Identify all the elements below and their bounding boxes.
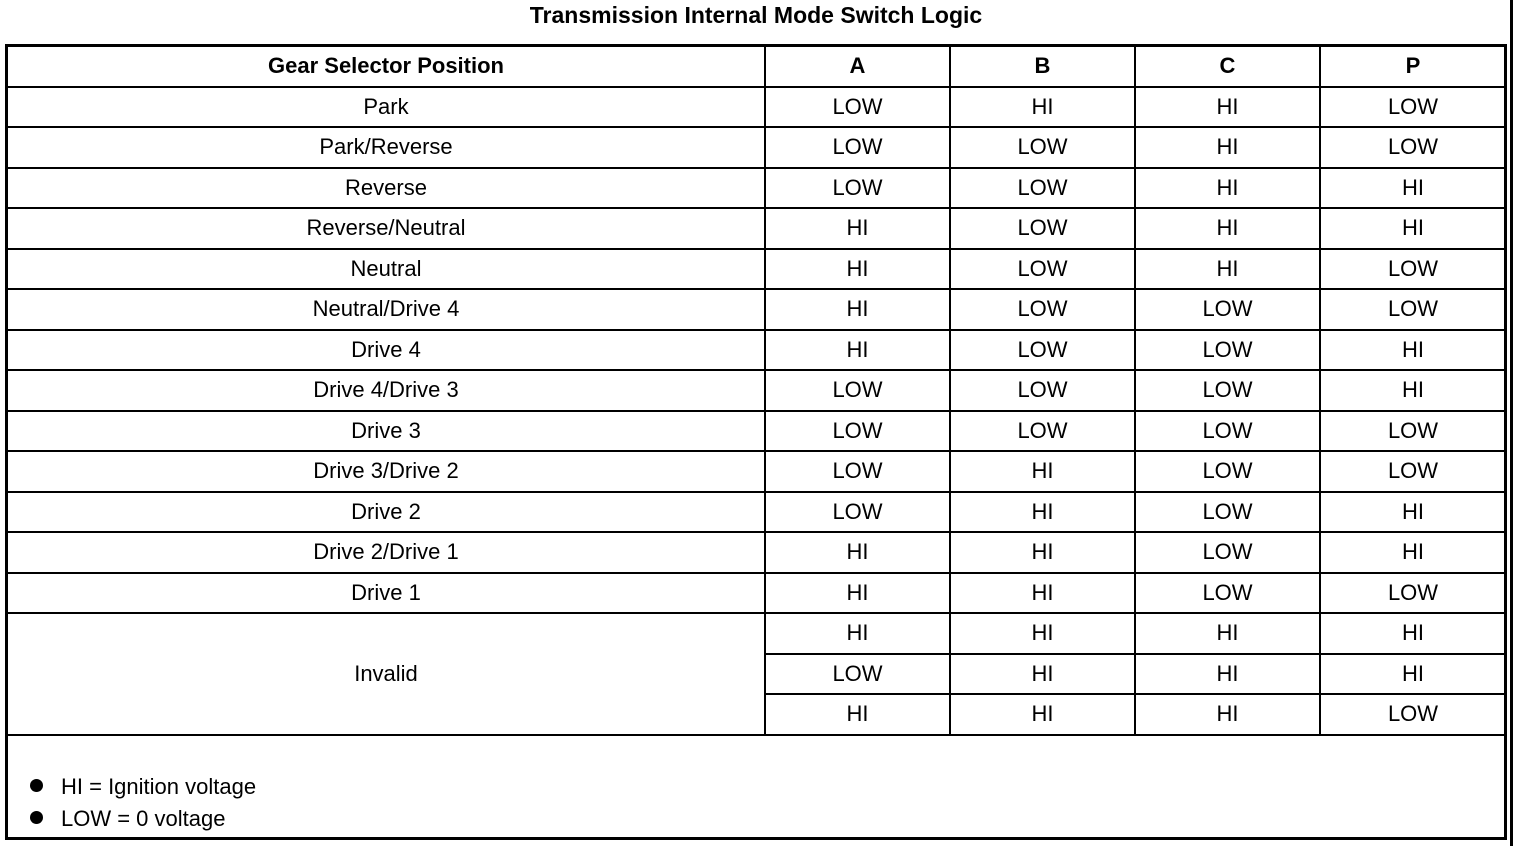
value-cell-p: HI <box>1320 370 1505 411</box>
position-cell: Reverse <box>8 168 765 209</box>
value-cell-a: HI <box>765 208 950 249</box>
value-cell-c: LOW <box>1135 411 1320 452</box>
note-text: HI = Ignition voltage <box>61 774 257 799</box>
value-cell-a: LOW <box>765 411 950 452</box>
value-cell-c: LOW <box>1135 492 1320 533</box>
header-p: P <box>1320 47 1505 87</box>
value-cell-c: HI <box>1135 613 1320 654</box>
table-row <box>8 573 1505 614</box>
value-cell-c: LOW <box>1135 451 1320 492</box>
legend-notes <box>8 767 1504 837</box>
value-cell-b: LOW <box>950 370 1135 411</box>
position-cell: Drive 1 <box>8 573 765 614</box>
value-cell-a: LOW <box>765 492 950 533</box>
value-cell-c: HI <box>1135 694 1320 735</box>
value-cell-p: LOW <box>1320 694 1505 735</box>
table-row <box>8 451 1505 492</box>
value-cell-a: LOW <box>765 370 950 411</box>
value-cell-p: HI <box>1320 613 1505 654</box>
value-cell-a: HI <box>765 330 950 371</box>
value-cell-p: LOW <box>1320 87 1505 128</box>
position-cell: Drive 4 <box>8 330 765 371</box>
position-cell: Drive 3 <box>8 411 765 452</box>
value-cell-c: LOW <box>1135 532 1320 573</box>
value-cell-c: HI <box>1135 208 1320 249</box>
value-cell-a: HI <box>765 613 950 654</box>
table-row <box>8 289 1505 330</box>
table-row <box>8 208 1505 249</box>
table-row <box>8 249 1505 290</box>
value-cell-a: LOW <box>765 127 950 168</box>
header-gear-selector-position: Gear Selector Position <box>8 47 765 87</box>
value-cell-c: HI <box>1135 168 1320 209</box>
position-cell: Drive 3/Drive 2 <box>8 451 765 492</box>
value-cell-p: HI <box>1320 168 1505 209</box>
value-cell-a: LOW <box>765 168 950 209</box>
value-cell-c: LOW <box>1135 573 1320 614</box>
value-cell-a: HI <box>765 573 950 614</box>
value-cell-p: HI <box>1320 492 1505 533</box>
note-item-low <box>30 805 225 833</box>
page-title: Transmission Internal Mode Switch Logic <box>529 2 983 28</box>
value-cell-p: LOW <box>1320 451 1505 492</box>
position-cell: Neutral/Drive 4 <box>8 289 765 330</box>
value-cell-b: HI <box>950 654 1135 695</box>
mode-switch-logic-table <box>8 47 1505 736</box>
position-cell: Park <box>8 87 765 128</box>
position-cell: Drive 4/Drive 3 <box>8 370 765 411</box>
note-item-hi <box>30 773 256 801</box>
value-cell-a: HI <box>765 289 950 330</box>
value-cell-b: HI <box>950 613 1135 654</box>
right-edge-rule <box>1510 0 1513 846</box>
value-cell-p: HI <box>1320 208 1505 249</box>
position-cell: Neutral <box>8 249 765 290</box>
value-cell-b: LOW <box>950 127 1135 168</box>
table-header-row <box>8 47 1505 87</box>
position-cell: Drive 2/Drive 1 <box>8 532 765 573</box>
value-cell-p: HI <box>1320 532 1505 573</box>
value-cell-c: HI <box>1135 127 1320 168</box>
value-cell-a: LOW <box>765 654 950 695</box>
value-cell-c: LOW <box>1135 289 1320 330</box>
header-b: B <box>950 47 1135 87</box>
position-cell: Drive 2 <box>8 492 765 533</box>
value-cell-a: HI <box>765 694 950 735</box>
table-row <box>8 330 1505 371</box>
value-cell-b: LOW <box>950 289 1135 330</box>
table-row <box>8 492 1505 533</box>
value-cell-b: HI <box>950 492 1135 533</box>
table-row <box>8 127 1505 168</box>
bullet-icon <box>30 811 43 824</box>
table-row <box>8 87 1505 128</box>
table-row-invalid <box>8 613 1505 654</box>
value-cell-p: LOW <box>1320 411 1505 452</box>
header-a: A <box>765 47 950 87</box>
table-row <box>8 168 1505 209</box>
value-cell-a: HI <box>765 249 950 290</box>
table-row <box>8 411 1505 452</box>
value-cell-b: HI <box>950 87 1135 128</box>
value-cell-p: LOW <box>1320 289 1505 330</box>
value-cell-b: LOW <box>950 330 1135 371</box>
value-cell-p: LOW <box>1320 249 1505 290</box>
header-c: C <box>1135 47 1320 87</box>
value-cell-b: LOW <box>950 411 1135 452</box>
value-cell-c: HI <box>1135 87 1320 128</box>
value-cell-b: HI <box>950 694 1135 735</box>
value-cell-p: HI <box>1320 654 1505 695</box>
position-cell: Park/Reverse <box>8 127 765 168</box>
table-row <box>8 532 1505 573</box>
value-cell-b: LOW <box>950 168 1135 209</box>
value-cell-b: HI <box>950 573 1135 614</box>
value-cell-a: LOW <box>765 87 950 128</box>
value-cell-b: HI <box>950 451 1135 492</box>
value-cell-p: LOW <box>1320 573 1505 614</box>
value-cell-c: HI <box>1135 249 1320 290</box>
value-cell-p: HI <box>1320 330 1505 371</box>
table-row <box>8 370 1505 411</box>
value-cell-p: LOW <box>1320 127 1505 168</box>
value-cell-b: HI <box>950 532 1135 573</box>
position-cell: Reverse/Neutral <box>8 208 765 249</box>
bullet-icon <box>30 779 43 792</box>
value-cell-b: LOW <box>950 249 1135 290</box>
note-text: LOW = 0 voltage <box>61 806 226 831</box>
value-cell-b: LOW <box>950 208 1135 249</box>
position-cell-invalid: Invalid <box>8 613 765 735</box>
value-cell-a: LOW <box>765 451 950 492</box>
value-cell-c: LOW <box>1135 330 1320 371</box>
value-cell-a: HI <box>765 532 950 573</box>
value-cell-c: LOW <box>1135 370 1320 411</box>
value-cell-c: HI <box>1135 654 1320 695</box>
